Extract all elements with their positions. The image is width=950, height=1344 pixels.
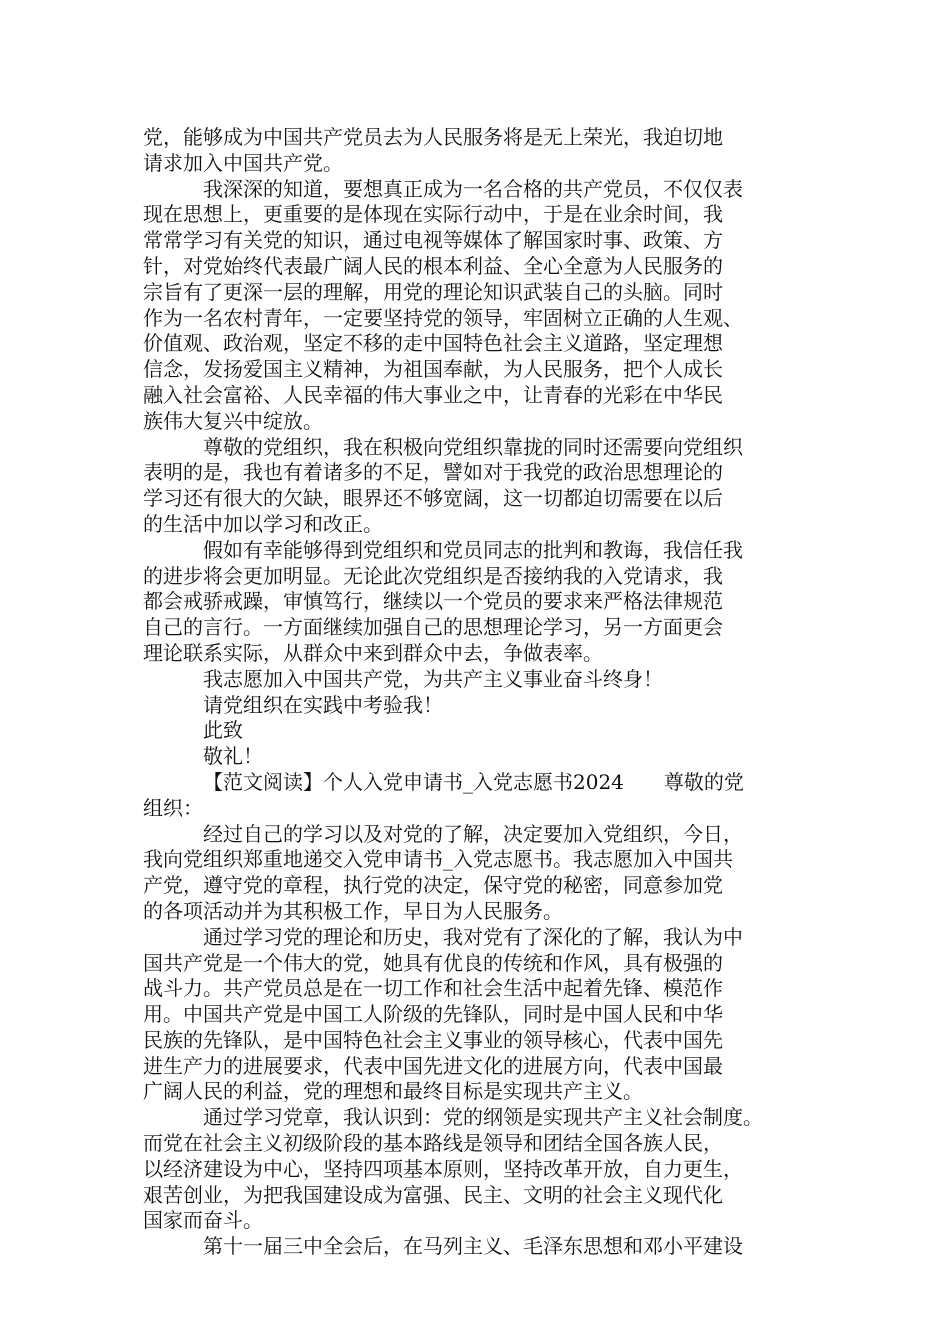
text-line: 请党组织在实践中考验我！ xyxy=(203,692,443,717)
text-line: 经过自己的学习以及对党的了解，决定要加入党组织，今日， xyxy=(203,821,743,846)
text-line: 价值观、政治观，坚定不移的走中国特色社会主义道路，坚定理想 xyxy=(143,331,723,356)
text-line: 假如有幸能够得到党组织和党员同志的批判和教诲，我信任我 xyxy=(203,537,743,562)
text-line: 常常学习有关党的知识，通过电视等媒体了解国家时事、政策、方 xyxy=(143,228,723,253)
text-line: 我志愿加入中国共产党，为共产主义事业奋斗终身！ xyxy=(203,666,663,691)
text-line: 以经济建设为中心，坚持四项基本原则，坚持改革开放，自力更生， xyxy=(143,1156,743,1181)
text-line: 我深深的知道，要想真正成为一名合格的共产党员，不仅仅表 xyxy=(203,176,743,201)
text-line: 融入社会富裕、人民幸福的伟大事业之中，让青春的光彩在中华民 xyxy=(143,382,723,407)
text-line: 的生活中加以学习和改正。 xyxy=(143,511,383,536)
text-line: 此致 xyxy=(203,718,243,743)
text-line: 通过学习党章，我认识到：党的纲领是实现共产主义社会制度。 xyxy=(203,1105,763,1130)
text-line: 产党，遵守党的章程，执行党的决定，保守党的秘密，同意参加党 xyxy=(143,873,723,898)
text-line: 现在思想上，更重要的是体现在实际行动中，于是在业余时间，我 xyxy=(143,202,723,227)
text-line: 自己的言行。一方面继续加强自己的思想理论学习，另一方面更会 xyxy=(143,615,723,640)
text-line: 通过学习党的理论和历史，我对党有了深化的了解，我认为中 xyxy=(203,924,743,949)
text-line: 请求加入中国共产党。 xyxy=(143,150,343,175)
text-line: 作为一名农村青年，一定要坚持党的领导，牢固树立正确的人生观、 xyxy=(143,305,743,330)
text-line: 战斗力。共产党员总是在一切工作和社会生活中起着先锋、模范作 xyxy=(143,976,723,1001)
text-line: 广阔人民的利益，党的理想和最终目标是实现共产主义。 xyxy=(143,1079,643,1104)
text-line: 都会戒骄戒躁，审慎笃行，继续以一个党员的要求来严格法律规范 xyxy=(143,589,723,614)
text-line: 族伟大复兴中绽放。 xyxy=(143,408,323,433)
text-line: 的进步将会更加明显。无论此次党组织是否接纳我的入党请求，我 xyxy=(143,563,723,588)
text-line: 国家而奋斗。 xyxy=(143,1208,263,1233)
text-line: 艰苦创业，为把我国建设成为富强、民主、文明的社会主义现代化 xyxy=(143,1182,723,1207)
text-line: 针，对党始终代表最广阔人民的根本利益、全心全意为人民服务的 xyxy=(143,253,723,278)
text-line: 民族的先锋队，是中国特色社会主义事业的领导核心，代表中国先 xyxy=(143,1027,723,1052)
text-line: 信念，发扬爱国主义精神，为祖国奉献，为人民服务，把个人成长 xyxy=(143,357,723,382)
text-line: 党，能够成为中国共产党员去为人民服务将是无上荣光，我迫切地 xyxy=(143,125,723,149)
text-line: 学习还有很大的欠缺，眼界还不够宽阔，这一切都迫切需要在以后 xyxy=(143,486,723,511)
text-line: 尊敬的党组织，我在积极向党组织靠拢的同时还需要向党组织 xyxy=(203,434,743,459)
text-line: 理论联系实际，从群众中来到群众中去，争做表率。 xyxy=(143,640,603,665)
text-line: 【范文阅读】个人入党申请书_入党志愿书2024 尊敬的党 xyxy=(203,769,744,794)
text-line: 宗旨有了更深一层的理解，用党的理论知识武装自己的头脑。同时 xyxy=(143,279,723,304)
text-line: 我向党组织郑重地递交入党申请书_入党志愿书。我志愿加入中国共 xyxy=(143,847,733,872)
text-line: 用。中国共产党是中国工人阶级的先锋队，同时是中国人民和中华 xyxy=(143,1002,723,1027)
text-line: 敬礼！ xyxy=(203,744,263,769)
text-line: 而党在社会主义初级阶段的基本路线是领导和团结全国各族人民， xyxy=(143,1131,723,1156)
text-line: 第十一届三中全会后，在马列主义、毛泽东思想和邓小平建设 xyxy=(203,1234,743,1259)
text-line: 表明的是，我也有着诸多的不足，譬如对于我党的政治思想理论的 xyxy=(143,460,723,485)
document-body xyxy=(143,125,823,1260)
text-line: 组织： xyxy=(143,795,203,820)
text-line: 的各项活动并为其积极工作，早日为人民服务。 xyxy=(143,898,563,923)
text-line: 国共产党是一个伟大的党，她具有优良的传统和作风，具有极强的 xyxy=(143,950,723,975)
text-line: 进生产力的进展要求，代表中国先进文化的进展方向，代表中国最 xyxy=(143,1053,723,1078)
